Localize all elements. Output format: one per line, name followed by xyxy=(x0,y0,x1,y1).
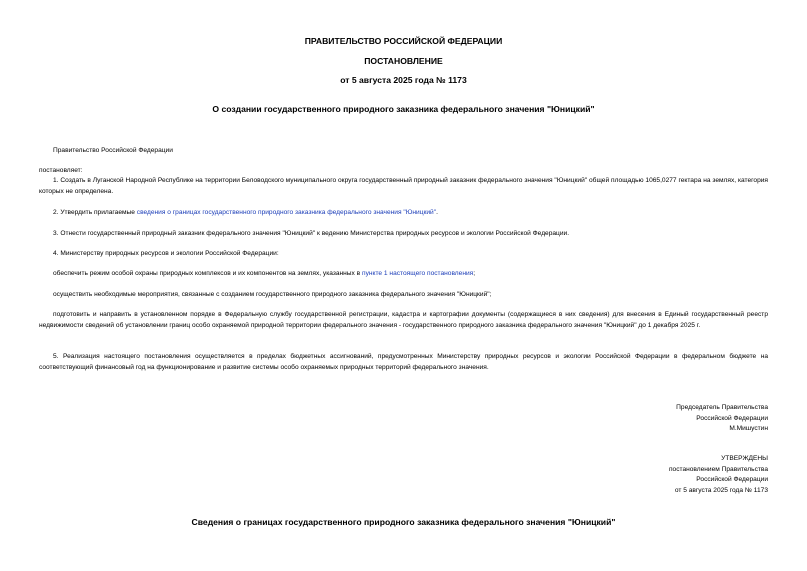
paragraph-1: 1. Создать в Луганской Народной Республике на территории Беловодского муниципального округа государственный природный заказник федерального значения "Юницкий" общей площадью 1065,0277 гектара на землях, категория которых не определена. xyxy=(39,177,768,195)
approval-heading: УТВЕРЖДЕНЫ xyxy=(721,455,768,462)
paragraph-4a-end: ; xyxy=(473,270,476,277)
paragraph-4a xyxy=(39,268,768,279)
annex-title: Сведения о границах государственного природного заказника федерального значения "Юницкий" xyxy=(191,517,616,527)
signature-country: Российской Федерации xyxy=(696,414,768,422)
signature-position: Председатель Правительства xyxy=(676,404,768,411)
document-title: О создании государственного природного заказника федерального значения "Юницкий" xyxy=(212,104,595,114)
paragraph-4a-text: обеспечить режим особой охраны природных комплексов и их компонентов на землях, указанных в xyxy=(53,270,363,277)
point-1-link[interactable]: пункте 1 настоящего постановления xyxy=(362,270,474,277)
approval-line-4: от 5 августа 2025 года № 1173 xyxy=(674,486,768,494)
annex-link[interactable]: сведения о границах государственного природного заказника федерального значения "Юницкий" xyxy=(136,209,437,216)
paragraph-2-text: 2. Утвердить прилагаемые xyxy=(53,209,137,216)
paragraph-4c: подготовить и направить в установленном порядке в Федеральную службу государственной регистрации, кадастра и картографии документы (содержащиеся в них сведения) для внесения в Единый государственный реестр недвижимости сведений об установлении границ особо охраняемой природной территории федерального значения - государственного природного заказника федерального значения "Юницкий" до 1 декабря 2025 г. xyxy=(39,311,768,329)
intro-text: Правительство Российской Федерации xyxy=(53,147,173,154)
approval-line-2: постановлением Правительства xyxy=(668,465,768,473)
paragraph-2-end: . xyxy=(436,209,438,216)
approval-block xyxy=(508,454,768,496)
government-heading: ПРАВИТЕЛЬСТВО РОССИЙСКОЙ ФЕДЕРАЦИИ xyxy=(304,36,503,46)
paragraph-3: 3. Отнести государственный природный заказник федерального значения "Юницкий" к ведению Министерства природных ресурсов и экологии Российской Федерации. xyxy=(53,230,570,237)
paragraph-5: 5. Реализация настоящего постановления осуществляется в пределах бюджетных ассигнований, предусмотренных Министерству природных ресурсов и экологии Российской Федерации в федеральном бюджете на соответствующий финансовый год на функционирование и развитие системы особо охраняемых природных территорий федерального значения. xyxy=(39,353,768,371)
signature-name: М.Мишустин xyxy=(729,425,768,433)
decrees-text: постановляет: xyxy=(39,167,83,174)
approval-line-3: Российской Федерации xyxy=(696,476,768,484)
paragraph-4b: осуществить необходимые мероприятия, связанные с созданием государственного природного заказника федерального значения "Юницкий"; xyxy=(53,291,492,298)
document-date-number: от 5 августа 2025 года № 1173 xyxy=(340,75,467,85)
document-type: ПОСТАНОВЛЕНИЕ xyxy=(364,56,443,66)
paragraph-2 xyxy=(39,207,768,218)
signature-block xyxy=(508,403,768,435)
paragraph-4: 4. Министерству природных ресурсов и экологии Российской Федерации: xyxy=(53,250,279,257)
